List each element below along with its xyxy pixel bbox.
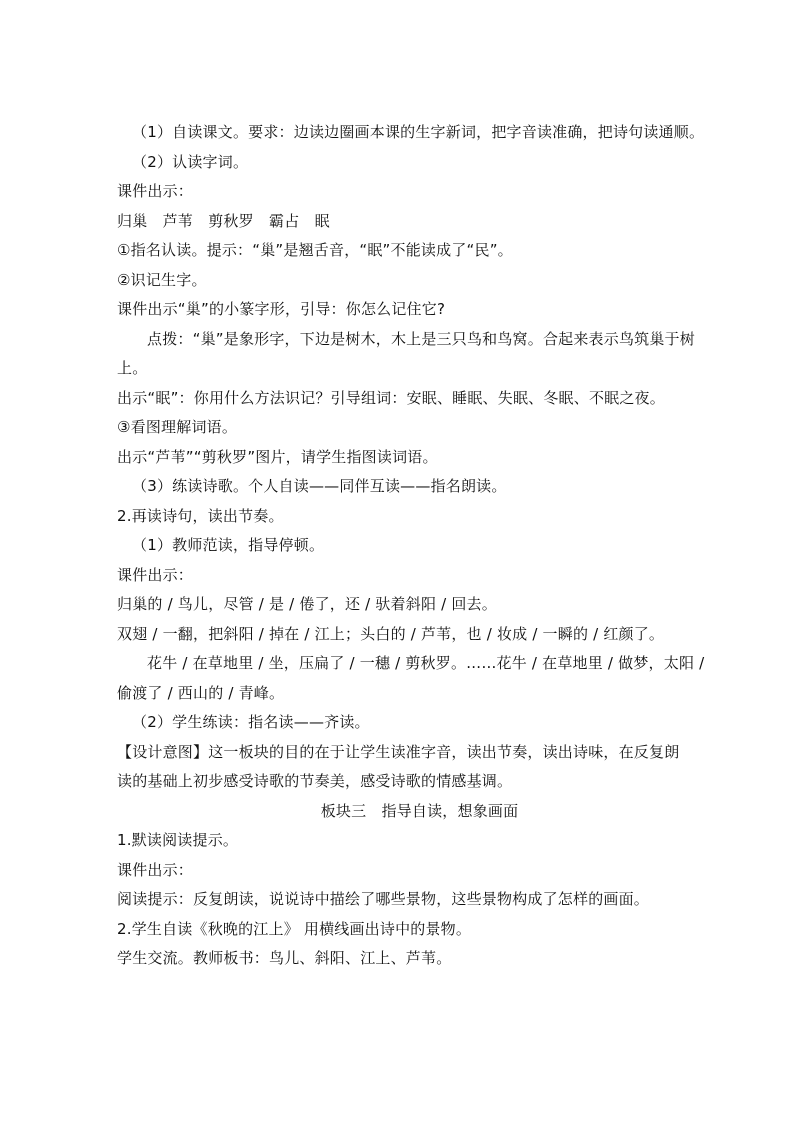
teacher-model-reading: （1）教师范读，指导停顿。 bbox=[132, 536, 325, 554]
design-intent-continued: 读的基础上初步感受诗歌的节奏美，感受诗歌的情感基调。 bbox=[117, 772, 513, 790]
poem-line-2: 双翅 / 一翻，把斜阳 / 掉在 / 江上；头白的 / 芦苇，也 / 妆成 / 一瞬的 / 红颜了。 bbox=[117, 624, 665, 643]
student-self-read: 2.学生自读《秋晚的江上》 用横线画出诗中的景物。 bbox=[117, 919, 472, 938]
pronunciation-tip: ①指名认读。提示：“巢”是翘舌音，“眠”不能读成了“民”。 bbox=[117, 241, 513, 259]
picture-instruction: 出示“芦苇”“剪秋罗”图片，请学生指图读词语。 bbox=[117, 447, 438, 466]
silent-reading-prompt: 1.默读阅读提示。 bbox=[117, 831, 239, 849]
step-self-read: （1）自读课文。要求：边读边圈画本课的生字新词，把字音读准确，把诗句读通顺。 bbox=[132, 123, 705, 141]
courseware-label-3: 课件出示： bbox=[117, 860, 194, 879]
poem-line-3-continued: 偷渡了 / 西山的 / 青峰。 bbox=[117, 683, 285, 702]
step-recognize-words: （2）认读字词。 bbox=[132, 152, 249, 171]
section-reread-rhythm: 2.再读诗句，读出节奏。 bbox=[117, 506, 284, 525]
character-explanation: 点拨：“巢”是象形字，下边是树木，木上是三只鸟和鸟窝。合起来表示鸟筑巢于树 bbox=[147, 329, 695, 348]
courseware-label-2: 课件出示： bbox=[117, 565, 194, 584]
courseware-label: 课件出示： bbox=[117, 182, 194, 200]
reading-tip: 阅读提示：反复朗读，说说诗中描绘了哪些景物，这些景物构成了怎样的画面。 bbox=[117, 890, 650, 908]
character-explanation-continued: 上。 bbox=[117, 359, 148, 377]
seal-script-prompt: 课件出示“巢”的小篆字形，引导：你怎么记住它? bbox=[117, 300, 446, 318]
student-practice: （2）学生练读：指名读——齐读。 bbox=[132, 713, 370, 731]
poem-line-1: 归巢的 / 鸟儿，尽管 / 是 / 倦了，还 / 驮着斜阳 / 回去。 bbox=[117, 595, 497, 613]
memorize-characters: ②识记生字。 bbox=[117, 270, 207, 289]
poem-reading-practice: （3）练读诗歌。个人自读——同伴互读——指名朗读。 bbox=[132, 477, 507, 495]
poem-line-3: 花牛 / 在草地里 / 坐，压扁了 / 一穗 / 剪秋罗。……花牛 / 在草地里 / 做梦，太阳 / bbox=[147, 654, 705, 672]
vocabulary-list: 归巢 芦苇 剪秋罗 霸占 眠 bbox=[117, 211, 330, 230]
word-building-prompt: 出示“眠”：你用什么方法识记？引导组词：安眠、睡眠、失眠、冬眠、不眠之夜。 bbox=[117, 388, 665, 407]
student-exchange: 学生交流。教师板书：鸟儿、斜阳、江上、芦苇。 bbox=[117, 949, 452, 967]
design-intent: 【设计意图】这一板块的目的在于让学生读准字音，读出节奏，读出诗味，在反复朗 bbox=[117, 742, 680, 761]
picture-understanding: ③看图理解词语。 bbox=[117, 418, 238, 436]
document-body bbox=[117, 118, 705, 974]
section-heading: 板块三 指导自读，想象画面 bbox=[320, 801, 519, 820]
